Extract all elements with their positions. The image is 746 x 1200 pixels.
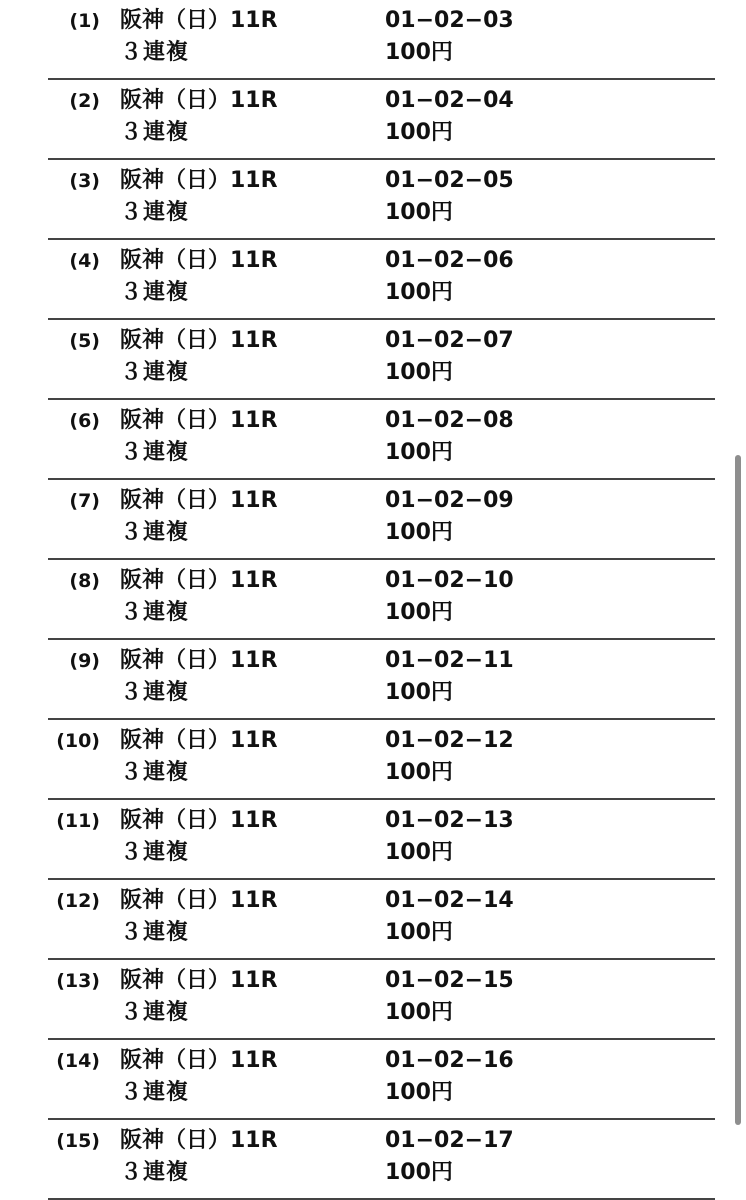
bet-row bbox=[0, 480, 746, 560]
bet-number: (9) bbox=[69, 650, 100, 672]
bet-type: ３連複 bbox=[120, 1000, 190, 1025]
bet-row bbox=[0, 400, 746, 480]
race-name: 阪神（日）11R bbox=[120, 1128, 278, 1153]
bet-type: ３連複 bbox=[120, 920, 190, 945]
race-name: 阪神（日）11R bbox=[120, 968, 278, 993]
bet-amount: 100円 bbox=[385, 920, 453, 945]
bet-row bbox=[0, 1120, 746, 1200]
bet-type: ３連複 bbox=[120, 120, 190, 145]
bet-number: (6) bbox=[69, 410, 100, 432]
race-name: 阪神（日）11R bbox=[120, 328, 278, 353]
bet-type: ３連複 bbox=[120, 520, 190, 545]
bet-number: (1) bbox=[69, 10, 100, 32]
bet-type: ３連複 bbox=[120, 600, 190, 625]
bet-number: (5) bbox=[69, 330, 100, 352]
bet-number: (11) bbox=[56, 810, 100, 832]
bet-type: ３連複 bbox=[120, 360, 190, 385]
bet-number: (14) bbox=[56, 1050, 100, 1072]
bet-combination: 01−02−17 bbox=[385, 1128, 514, 1153]
race-name: 阪神（日）11R bbox=[120, 88, 278, 113]
race-name: 阪神（日）11R bbox=[120, 168, 278, 193]
bet-row bbox=[0, 720, 746, 800]
race-name: 阪神（日）11R bbox=[120, 488, 278, 513]
bet-combination: 01−02−08 bbox=[385, 408, 514, 433]
bet-number: (15) bbox=[56, 1130, 100, 1152]
bet-type: ３連複 bbox=[120, 680, 190, 705]
bet-number: (13) bbox=[56, 970, 100, 992]
bet-number: (7) bbox=[69, 490, 100, 512]
bet-row bbox=[0, 640, 746, 720]
vertical-scrollbar[interactable] bbox=[735, 455, 741, 1125]
bet-row bbox=[0, 960, 746, 1040]
race-name: 阪神（日）11R bbox=[120, 808, 278, 833]
bet-type: ３連複 bbox=[120, 40, 190, 65]
bet-type: ３連複 bbox=[120, 200, 190, 225]
bet-amount: 100円 bbox=[385, 760, 453, 785]
bet-amount: 100円 bbox=[385, 840, 453, 865]
bet-combination: 01−02−12 bbox=[385, 728, 514, 753]
bet-row bbox=[0, 80, 746, 160]
bet-amount: 100円 bbox=[385, 520, 453, 545]
bet-number: (8) bbox=[69, 570, 100, 592]
bet-row bbox=[0, 320, 746, 400]
bet-amount: 100円 bbox=[385, 1160, 453, 1185]
bet-amount: 100円 bbox=[385, 120, 453, 145]
bet-row bbox=[0, 160, 746, 240]
bet-row bbox=[0, 0, 746, 80]
bet-number: (12) bbox=[56, 890, 100, 912]
bet-combination: 01−02−16 bbox=[385, 1048, 514, 1073]
bet-type: ３連複 bbox=[120, 840, 190, 865]
bet-combination: 01−02−10 bbox=[385, 568, 514, 593]
bet-number: (4) bbox=[69, 250, 100, 272]
bet-combination: 01−02−09 bbox=[385, 488, 514, 513]
bet-type: ３連複 bbox=[120, 440, 190, 465]
bet-amount: 100円 bbox=[385, 360, 453, 385]
race-name: 阪神（日）11R bbox=[120, 888, 278, 913]
bet-number: (3) bbox=[69, 170, 100, 192]
bet-combination: 01−02−14 bbox=[385, 888, 514, 913]
bet-amount: 100円 bbox=[385, 440, 453, 465]
bet-type: ３連複 bbox=[120, 1160, 190, 1185]
bet-combination: 01−02−03 bbox=[385, 8, 514, 33]
bet-type: ３連複 bbox=[120, 1080, 190, 1105]
race-name: 阪神（日）11R bbox=[120, 1048, 278, 1073]
bet-combination: 01−02−06 bbox=[385, 248, 514, 273]
race-name: 阪神（日）11R bbox=[120, 248, 278, 273]
bet-amount: 100円 bbox=[385, 680, 453, 705]
bet-amount: 100円 bbox=[385, 1080, 453, 1105]
race-name: 阪神（日）11R bbox=[120, 408, 278, 433]
bet-row bbox=[0, 240, 746, 320]
bet-amount: 100円 bbox=[385, 40, 453, 65]
bet-combination: 01−02−13 bbox=[385, 808, 514, 833]
bet-amount: 100円 bbox=[385, 600, 453, 625]
bet-combination: 01−02−05 bbox=[385, 168, 514, 193]
race-name: 阪神（日）11R bbox=[120, 648, 278, 673]
bet-amount: 100円 bbox=[385, 1000, 453, 1025]
bet-row bbox=[0, 800, 746, 880]
bet-row bbox=[0, 560, 746, 640]
race-name: 阪神（日）11R bbox=[120, 728, 278, 753]
bet-number: (10) bbox=[56, 730, 100, 752]
bet-combination: 01−02−04 bbox=[385, 88, 514, 113]
race-name: 阪神（日）11R bbox=[120, 568, 278, 593]
bet-row bbox=[0, 1040, 746, 1120]
bet-type: ３連複 bbox=[120, 280, 190, 305]
bet-number: (2) bbox=[69, 90, 100, 112]
bet-combination: 01−02−07 bbox=[385, 328, 514, 353]
bet-combination: 01−02−15 bbox=[385, 968, 514, 993]
bet-row bbox=[0, 880, 746, 960]
bet-combination: 01−02−11 bbox=[385, 648, 514, 673]
bet-amount: 100円 bbox=[385, 200, 453, 225]
bet-type: ３連複 bbox=[120, 760, 190, 785]
race-name: 阪神（日）11R bbox=[120, 8, 278, 33]
bet-amount: 100円 bbox=[385, 280, 453, 305]
